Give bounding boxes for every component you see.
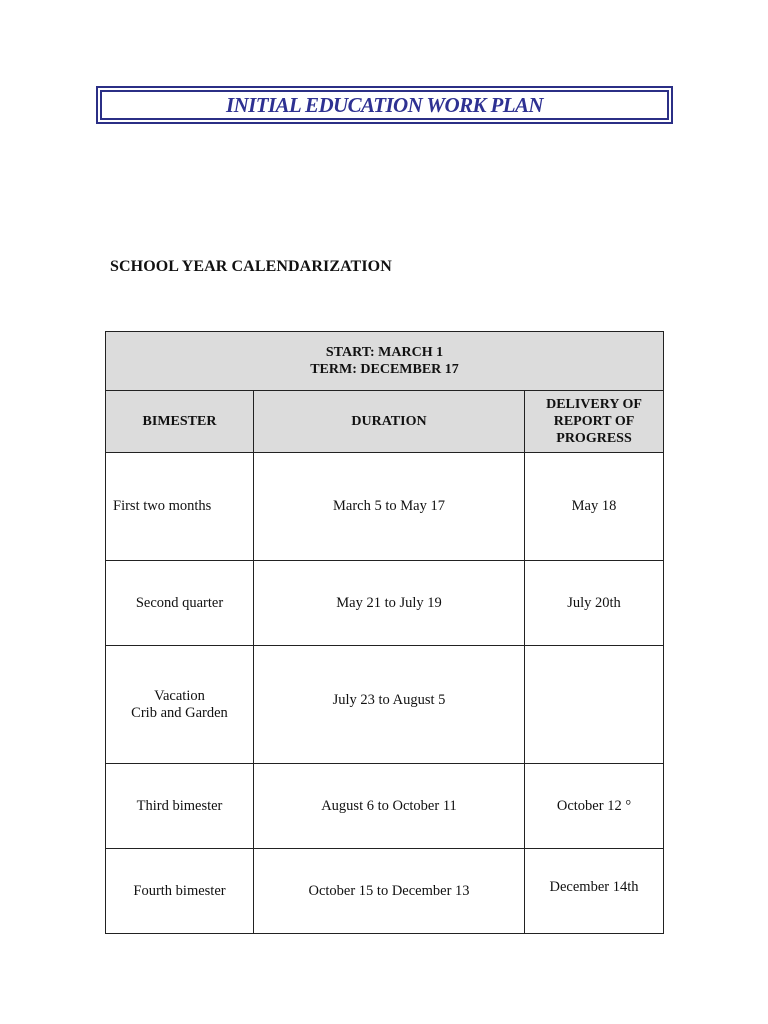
column-header-delivery: DELIVERY OF REPORT OF PROGRESS <box>525 391 664 453</box>
start-date: START: MARCH 1 <box>325 345 444 360</box>
table-row <box>106 646 664 764</box>
column-header-row <box>106 391 664 453</box>
calendar-table <box>105 331 664 934</box>
delivery-cell <box>525 646 664 764</box>
duration-cell: August 6 to October 11 <box>254 764 525 849</box>
term-date: TERM: DECEMBER 17 <box>310 362 459 377</box>
table-row <box>106 453 664 561</box>
delivery-cell: July 20th <box>525 561 664 646</box>
table-row <box>106 764 664 849</box>
section-heading: SCHOOL YEAR CALENDARIZATION <box>110 258 392 275</box>
document-title: INITIAL EDUCATION WORK PLAN <box>226 92 543 117</box>
delivery-text: December 14th <box>549 878 639 895</box>
period-header-row <box>106 332 664 391</box>
bimester-cell: Third bimester <box>106 764 254 849</box>
bimester-cell: Second quarter <box>106 561 254 646</box>
delivery-cell: October 12 ° <box>525 764 664 849</box>
duration-cell: May 21 to July 19 <box>254 561 525 646</box>
title-inner-frame <box>100 90 669 120</box>
delivery-cell: May 18 <box>525 453 664 561</box>
bimester-line: Crib and Garden <box>131 704 228 721</box>
column-header-duration: DURATION <box>254 391 525 453</box>
duration-cell: March 5 to May 17 <box>254 453 525 561</box>
bimester-cell <box>106 646 254 764</box>
duration-text: July 23 to August 5 <box>332 692 446 708</box>
duration-cell: October 15 to December 13 <box>254 849 525 934</box>
bimester-cell: Fourth bimester <box>106 849 254 934</box>
table-row <box>106 561 664 646</box>
duration-cell <box>254 646 525 764</box>
bimester-cell: First two months <box>106 453 254 561</box>
delivery-cell <box>525 849 664 934</box>
table-row <box>106 849 664 934</box>
period-cell <box>106 332 664 391</box>
title-frame <box>96 86 673 124</box>
bimester-line: Vacation <box>154 687 205 704</box>
column-header-bimester: BIMESTER <box>106 391 254 453</box>
